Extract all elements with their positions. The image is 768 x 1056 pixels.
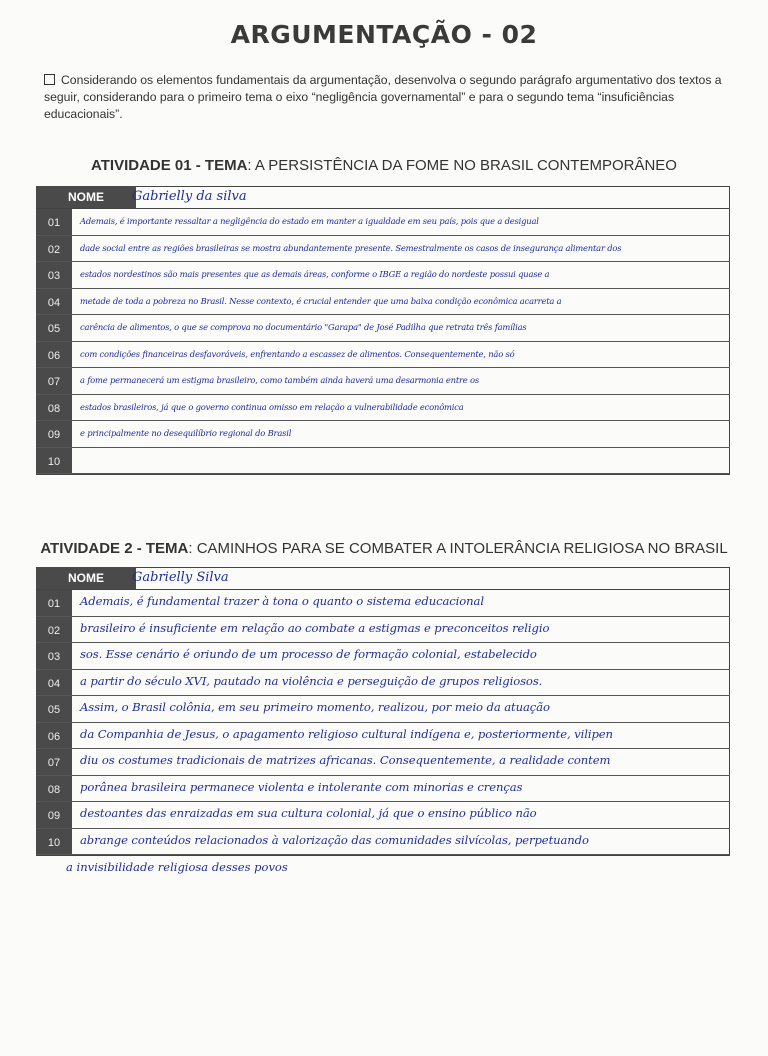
checkbox-icon bbox=[44, 74, 55, 85]
line-number: 04 bbox=[47, 296, 61, 309]
line-number: 02 bbox=[47, 243, 61, 256]
handwritten-text: Ademais, é fundamental trazer à tona o quanto o sistema educacional bbox=[80, 594, 484, 608]
writing-line[interactable] bbox=[36, 590, 730, 617]
activity1-title-bold: ATIVIDADE 01 - TEMA bbox=[91, 157, 248, 174]
handwritten-text: dade social entre as regiões brasileiras se mostra abundantemente presente. Semestralmente os casos de insegurança alimentar dos bbox=[80, 242, 622, 253]
line-number: 05 bbox=[47, 323, 61, 335]
activity1-lines bbox=[36, 209, 730, 475]
activity2-lines bbox=[36, 590, 730, 856]
line-number: 05 bbox=[47, 704, 61, 716]
writing-line[interactable] bbox=[36, 670, 730, 697]
line-number: 06 bbox=[47, 730, 61, 743]
writing-line[interactable] bbox=[36, 342, 730, 369]
activity1-title-rest: : A PERSISTÊNCIA DA FOME NO BRASIL CONTEMPORÂNEO bbox=[247, 157, 677, 174]
handwritten-text: abrange conteúdos relacionados à valorização das comunidades silvícolas, perpetuando bbox=[80, 832, 589, 847]
line-number: 08 bbox=[47, 783, 61, 796]
writing-line[interactable] bbox=[36, 262, 730, 289]
writing-line[interactable] bbox=[36, 368, 730, 395]
handwritten-text: destoantes das enraizadas em sua cultura colonial, já que o ensino público não bbox=[80, 806, 537, 820]
activity2-continuation: a invisibilidade religiosa desses povos bbox=[66, 860, 288, 874]
line-number: 01 bbox=[47, 598, 61, 610]
activity2-sheet bbox=[36, 567, 730, 856]
line-number: 09 bbox=[47, 810, 61, 822]
handwritten-text: diu os costumes tradicionais de matrizes africanas. Consequentemente, a realidade contem bbox=[80, 753, 611, 767]
handwritten-text: estados brasileiros, já que o governo continua omisso em relação a vulnerabilidade econômica bbox=[80, 401, 464, 412]
writing-line[interactable] bbox=[36, 643, 730, 670]
writing-line[interactable] bbox=[36, 802, 730, 829]
handwritten-text: com condições financeiras desfavoráveis, enfrentando a escassez de alimentos. Consequentemente, não só bbox=[80, 348, 515, 359]
writing-line[interactable] bbox=[36, 749, 730, 776]
line-number: 03 bbox=[47, 270, 61, 282]
writing-line[interactable] bbox=[36, 421, 730, 448]
activity2-title-bold: ATIVIDADE 2 - TEMA bbox=[40, 540, 189, 557]
handwritten-text: Ademais, é importante ressaltar a negligência do estado em manter a igualdade em seu país, pois que a desigual bbox=[80, 216, 539, 226]
handwritten-text: porânea brasileira permanece violenta e intolerante com minorias e crenças bbox=[80, 779, 523, 794]
line-number: 10 bbox=[47, 455, 61, 468]
line-number: 02 bbox=[47, 624, 61, 637]
activity2-name-label: NOME bbox=[36, 567, 136, 589]
line-number: 03 bbox=[47, 651, 61, 663]
handwritten-text: Assim, o Brasil colônia, em seu primeiro momento, realizou, por meio da atuação bbox=[80, 700, 550, 714]
line-number: 07 bbox=[47, 376, 61, 388]
writing-line[interactable] bbox=[36, 617, 730, 644]
activity1-name-field[interactable]: Gabrielly da silva bbox=[132, 189, 247, 204]
line-number: 06 bbox=[47, 349, 61, 362]
handwritten-text: e principalmente no desequilíbrio regional do Brasil bbox=[80, 428, 292, 438]
line-number: 09 bbox=[47, 429, 61, 441]
activity2-name-field[interactable]: Gabrielly Silva bbox=[132, 570, 229, 585]
handwritten-text: brasileiro é insuficiente em relação ao combate a estigmas e preconceitos religio bbox=[80, 620, 550, 635]
handwritten-text: da Companhia de Jesus, o apagamento religioso cultural indígena e, posteriormente, vilipen bbox=[80, 726, 613, 741]
writing-line[interactable] bbox=[36, 829, 730, 856]
activity1-name-row bbox=[36, 186, 730, 209]
writing-line[interactable] bbox=[36, 209, 730, 236]
writing-line[interactable] bbox=[36, 448, 730, 475]
writing-line[interactable] bbox=[36, 236, 730, 263]
writing-line[interactable] bbox=[36, 696, 730, 723]
handwritten-text: a partir do século XVI, pautado na violência e perseguição de grupos religiosos. bbox=[80, 673, 543, 688]
activity1-title bbox=[0, 157, 768, 174]
page-title: ARGUMENTAÇÃO - 02 bbox=[230, 20, 538, 49]
line-number: 07 bbox=[47, 757, 61, 769]
handwritten-text: carência de alimentos, o que se comprova no documentário "Garapa" de José Padilha que retrata três famílias bbox=[80, 322, 527, 332]
line-number: 01 bbox=[47, 217, 61, 229]
handwritten-text: metade de toda a pobreza no Brasil. Nesse contexto, é crucial entender que uma baixa condição econômica acarreta a bbox=[80, 295, 562, 306]
writing-line[interactable] bbox=[36, 723, 730, 750]
handwritten-text: sos. Esse cenário é oriundo de um processo de formação colonial, estabelecido bbox=[80, 647, 537, 661]
activity1-sheet bbox=[36, 186, 730, 475]
writing-line[interactable] bbox=[36, 289, 730, 316]
writing-line[interactable] bbox=[36, 776, 730, 803]
handwritten-text: estados nordestinos são mais presentes que as demais áreas, conforme o IBGE a região do nordeste possui quase a bbox=[80, 269, 550, 279]
line-number: 08 bbox=[47, 402, 61, 415]
activity2-name-row bbox=[36, 567, 730, 590]
instructions bbox=[44, 72, 734, 123]
writing-line[interactable] bbox=[36, 395, 730, 422]
instructions-text: Considerando os elementos fundamentais da argumentação, desenvolva o segundo parágrafo argumentativo dos textos a seguir, considerando para o primeiro tema o eixo “negligência governamental” e para o segundo tema “insuficiências educacionais”. bbox=[44, 73, 722, 121]
writing-line[interactable] bbox=[36, 315, 730, 342]
activity1-name-label: NOME bbox=[36, 186, 136, 208]
handwritten-text: a fome permanecerá um estigma brasileiro, como também ainda haverá uma desarmonia entre os bbox=[80, 375, 479, 385]
activity2-title bbox=[0, 540, 768, 557]
line-number: 04 bbox=[47, 677, 61, 690]
activity2-title-rest: : CAMINHOS PARA SE COMBATER A INTOLERÂNCIA RELIGIOSA NO BRASIL bbox=[188, 540, 728, 557]
line-number: 10 bbox=[47, 836, 61, 849]
